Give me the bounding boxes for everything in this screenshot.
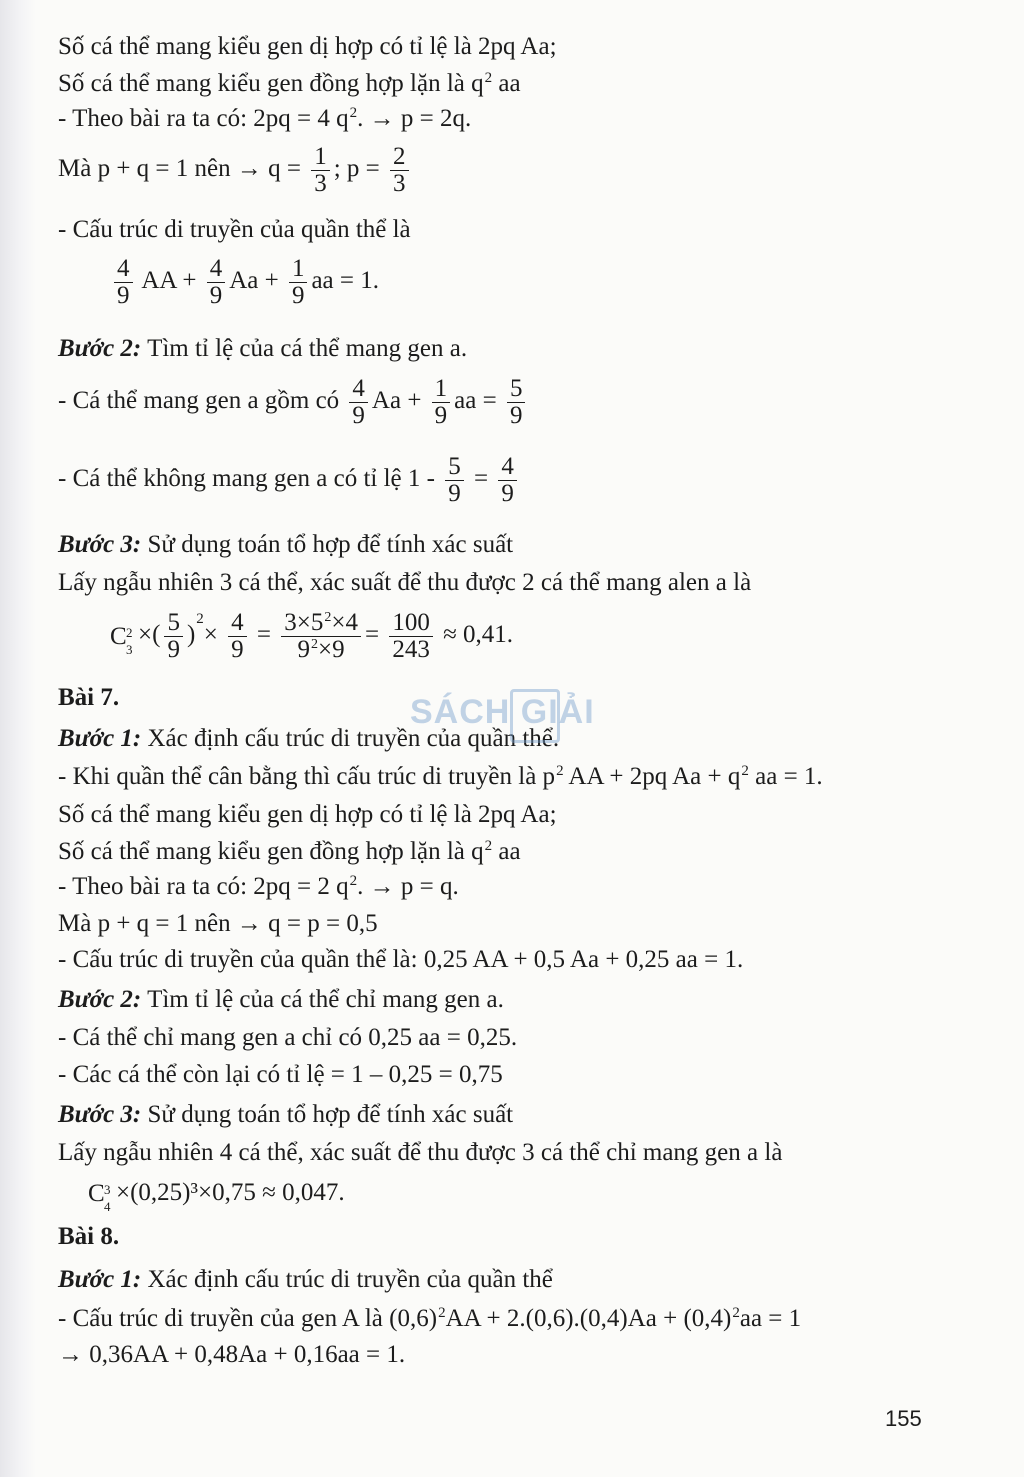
equation-probability-7: C 3 4 ×(0,25)³×0,75 ≈ 0,047. [88,1179,345,1215]
text-line-1: Số cá thể mang kiểu gen dị hợp có tỉ lệ là 2pq Aa; [58,33,557,60]
text-line-2: Số cá thể mang kiểu gen đồng hợp lặn là $q^2$ aa [58,70,521,97]
exercise-8-heading: Bài 8. [58,1223,120,1250]
watermark-logo: SÁCH GIẢI [410,693,615,737]
step-1-heading-7: Bước 1: Xác định cấu trúc di truyền của quần thể. [58,725,560,752]
text-line-4: Mà p + q = 1 nên → q = $\frac{1}{3}$ ; p = $\frac{2}{3}$ [58,144,413,197]
fraction-one-third: $\frac{1}{3}$ [311,144,330,197]
text-line-18: - Theo bài ra ta có: 2pq = 2 $q^2$. → p = q. [58,873,459,900]
exercise-7-heading: Bài 7. [58,684,120,711]
page-number: 155 [885,1406,922,1431]
text-line-30: → 0,36AA + 0,48Aa + 0,16aa = 1. [58,1341,406,1368]
page-gutter-shadow [0,0,36,1477]
text-line-22: - Cá thể chỉ mang gen a chỉ có 0,25 aa = 0,25. [58,1024,518,1051]
equation-structure-1: $\frac{4}{9}$ AA + $\frac{4}{9}$ Aa + $\frac{1}{9}$ aa = 1. [110,256,379,309]
fraction-two-thirds: $\frac{2}{3}$ [390,144,409,197]
text-line-5: - Cấu trúc di truyền của quần thể là [58,216,411,243]
step-2-heading-1: Bước 2: Tìm tỉ lệ của cá thể mang gen a. [58,335,468,362]
text-line-20: - Cấu trúc di truyền của quần thể là: 0,25 AA + 0,5 Aa + 0,25 aa = 1. [58,946,744,973]
text-line-29: - Cấu trúc di truyền của gen A là $(0,6)^2AA + 2.(0,6).(0,4)Aa + (0,4)^2aa = 1$ [58,1305,802,1332]
text-line-15: - Khi quần thể cân bằng thì cấu trúc di truyền là $p^2$ AA + 2pq $Aa + q^2$ aa = 1. [58,763,823,790]
text-line-23: - Các cá thể còn lại có tỉ lệ = 1 – 0,25 = 0,75 [58,1061,503,1088]
text-line-19: Mà p + q = 1 nên → q = p = 0,5 [58,910,378,937]
text-line-3: - Theo bài ra ta có: 2pq = 4 $q^2$. → p = 2q. [58,105,472,132]
text-line-11: Lấy ngẫu nhiên 3 cá thể, xác suất để thu được 2 cá thể mang alen a là [58,569,752,596]
step-3-heading-1: Bước 3: Sử dụng toán tổ hợp để tính xác suất [58,531,514,558]
text-line-16: Số cá thể mang kiểu gen dị hợp có tỉ lệ là 2pq Aa; [58,801,557,828]
step-2-heading-7: Bước 2: Tìm tỉ lệ của cá thể chỉ mang gen a. [58,986,504,1013]
text-line-25: Lấy ngẫu nhiên 4 cá thể, xác suất để thu được 3 cá thể chỉ mang gen a là [58,1139,783,1166]
step-3-heading-7: Bước 3: Sử dụng toán tổ hợp để tính xác suất [58,1101,514,1128]
text-line-8: - Cá thể mang gen a gồm có $\frac{4}{9}$ Aa + $\frac{1}{9}$ aa = $\frac{5}{9}$ [58,376,529,429]
text-line-17: Số cá thể mang kiểu gen đồng hợp lặn là $q^2$ aa [58,838,521,865]
text-line-9: - Cá thể không mang gen a có tỉ lệ 1 - $\frac{5}{9}$ = $\frac{4}{9}$ [58,454,521,507]
step-1-heading-8: Bước 1: Xác định cấu trúc di truyền của quần thể [58,1266,553,1293]
equation-probability-1: C 2 3 ×( $\frac{5}{9}$ )$^2$× $\frac{4}{9}$ = $\frac{3\times 5^2\times 4}{9^2\times 9}$ = $\frac{100}{243}$ ≈ 0,41. [110,609,514,663]
